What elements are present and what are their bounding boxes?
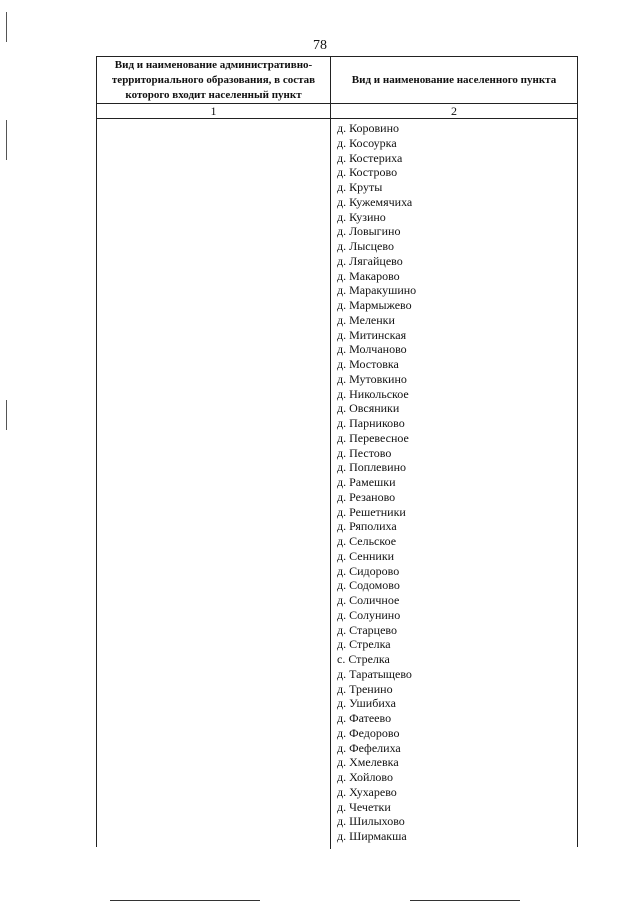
settlement-item: д. Круты <box>337 180 383 194</box>
settlement-item: д. Хухарево <box>337 784 397 799</box>
settlement-item: д. Кужемячиха <box>337 194 413 209</box>
column-number-1: 1 <box>97 104 331 118</box>
settlement-item: д. Чечетки <box>337 799 391 814</box>
settlement-item: д. Макарово <box>337 268 400 283</box>
settlement-item: д. Мармыжево <box>337 298 412 312</box>
settlement-item: д. Никольское <box>337 386 409 401</box>
scan-margin-line-low <box>6 400 7 430</box>
settlements-table <box>96 56 578 847</box>
settlement-item: д. Лягайцево <box>337 253 403 268</box>
settlement-list <box>331 119 577 844</box>
settlement-item: д. Старцево <box>337 622 397 637</box>
header-admin-unit: Вид и наименование административно-территориального образования, в состав которого входит населенный пункт <box>97 57 331 103</box>
settlement-item: д. Парниково <box>337 416 405 430</box>
settlement-item: д. Тренино <box>337 681 393 696</box>
table-header-row <box>97 57 577 104</box>
settlement-item: д. Федорово <box>337 725 400 740</box>
settlement-item: д. Меленки <box>337 312 395 327</box>
settlement-item: д. Сельское <box>337 534 397 548</box>
scan-bottom-line <box>110 900 260 901</box>
settlement-item: д. Хойлово <box>337 770 394 784</box>
column-number-2: 2 <box>451 104 457 118</box>
settlement-item: д. Коровино <box>337 121 400 135</box>
settlement-item: д. Ширмакша <box>337 829 407 843</box>
settlement-item: д. Таратыщево <box>337 666 412 681</box>
settlement-item: д. Резаново <box>337 489 396 504</box>
scan-margin-line-top <box>6 12 7 42</box>
settlement-item: д. Овсяники <box>337 401 400 416</box>
settlement-item: д. Кузино <box>337 209 386 224</box>
scan-bottom-line-right <box>410 900 520 901</box>
settlement-item: д. Перевесное <box>337 430 409 445</box>
settlement-item: д. Кострово <box>337 165 398 180</box>
scan-margin-line-mid <box>6 120 7 160</box>
settlement-item: д. Фефелиха <box>337 740 401 755</box>
settlement-item: д. Солунино <box>337 607 401 622</box>
settlement-item: д. Стрелка <box>337 637 391 652</box>
column-number-row <box>97 104 577 119</box>
settlement-cell <box>331 119 577 849</box>
settlement-item: д. Рамешки <box>337 475 396 489</box>
settlement-item: д. Лысцево <box>337 239 394 253</box>
table-body-row <box>97 119 577 849</box>
settlement-item: д. Мутовкино <box>337 371 407 386</box>
settlement-item: д. Соличное <box>337 593 400 607</box>
settlement-item: с. Стрелка <box>337 652 390 666</box>
settlement-item: д. Ловыгино <box>337 224 401 239</box>
settlement-item: д. Фатеево <box>337 711 392 725</box>
settlement-item: д. Поплевино <box>337 460 407 475</box>
settlement-item: д. Ряполиха <box>337 519 397 534</box>
settlement-item: д. Сидорово <box>337 563 400 578</box>
settlement-item: д. Хмелевка <box>337 755 399 770</box>
page-number: 78 <box>313 38 327 53</box>
settlement-item: д. Шилыхово <box>337 814 405 829</box>
settlement-item: д. Пестово <box>337 445 392 460</box>
admin-unit-cell <box>97 119 331 849</box>
settlement-item: д. Молчаново <box>337 342 407 357</box>
settlement-item: д. Косоурка <box>337 135 397 150</box>
settlement-item: д. Маракушино <box>337 283 417 298</box>
settlement-item: д. Сенники <box>337 548 395 563</box>
settlement-item: д. Ушибиха <box>337 696 396 711</box>
settlement-item: д. Решетники <box>337 504 406 519</box>
settlement-item: д. Митинская <box>337 327 407 342</box>
settlement-item: д. Мостовка <box>337 357 399 371</box>
settlement-item: д. Содомово <box>337 578 400 593</box>
settlement-item: д. Костериха <box>337 150 403 165</box>
header-settlement: Вид и наименование населенного пункта <box>351 73 557 86</box>
